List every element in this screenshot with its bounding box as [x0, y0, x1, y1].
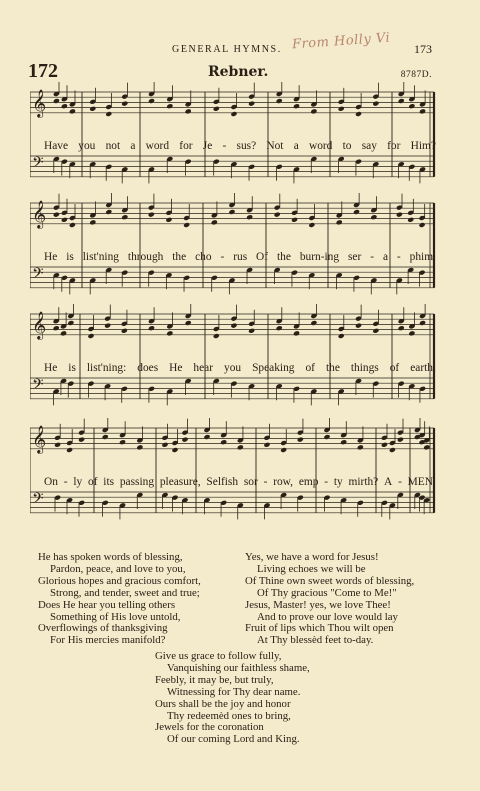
note-head-icon	[53, 212, 60, 218]
note-head-icon	[53, 98, 60, 104]
note-head-icon	[398, 325, 405, 331]
lyric-syllable: pleasure,	[159, 476, 201, 488]
note-head-icon	[340, 439, 347, 445]
lyric-syllable: On	[44, 476, 58, 488]
treble-clef-icon: 𝄞	[32, 311, 47, 339]
lyric-syllable: the	[325, 362, 340, 374]
note-head-icon	[323, 434, 330, 440]
verse-line: Thy redeemèd ones to bring,	[167, 709, 291, 722]
lyric-syllable: word	[308, 140, 333, 152]
lyric-syllable: a	[130, 140, 136, 152]
note-head-icon	[280, 447, 287, 453]
note-head-icon	[119, 439, 126, 445]
note-head-icon	[104, 323, 111, 329]
verse-line: Vanquishing our faithless shame,	[167, 661, 310, 674]
note-head-icon	[89, 106, 96, 112]
lyric-syllable: sus?	[236, 140, 257, 152]
bass-clef-icon: 𝄢	[32, 376, 44, 397]
note-head-icon	[136, 444, 143, 450]
note-head-icon	[355, 111, 362, 117]
lyric-line-4	[44, 476, 436, 488]
lyric-syllable: passing	[119, 476, 155, 488]
note-head-icon	[310, 108, 317, 114]
note-head-icon	[54, 442, 61, 448]
lyric-syllable: emp	[298, 476, 319, 488]
note-head-icon	[61, 103, 68, 109]
lyric-syllable: row,	[273, 476, 294, 488]
note-head-icon	[148, 212, 155, 218]
note-head-icon	[408, 330, 415, 336]
lyric-syllable: -	[398, 476, 402, 488]
note-head-icon	[274, 212, 281, 218]
note-head-icon	[246, 214, 253, 220]
lyric-syllable: you	[224, 362, 242, 374]
note-head-icon	[248, 101, 255, 107]
lyric-syllable: Him?	[410, 140, 436, 152]
lyric-syllable: -	[370, 251, 375, 263]
verse-line: Witnessing for Thy dear name.	[167, 685, 301, 698]
note-head-icon	[357, 444, 364, 450]
running-head: GENERAL HYMNS.	[172, 44, 282, 55]
lyric-syllable: does	[137, 362, 159, 374]
lyric-syllable: say	[361, 140, 377, 152]
note-head-icon	[87, 333, 94, 339]
note-head-icon	[166, 103, 173, 109]
lyric-syllable: He	[169, 362, 183, 374]
note-head-icon	[263, 442, 270, 448]
lyric-syllable: list'ning	[82, 251, 119, 263]
lyric-syllable: mirth?	[348, 476, 379, 488]
note-head-icon	[336, 219, 343, 225]
note-head-icon	[181, 437, 188, 443]
verse-line: Glorious hopes and gracious comfort,	[38, 574, 201, 587]
note-head-icon	[60, 330, 67, 336]
treble-clef-icon: 𝄞	[32, 425, 47, 453]
note-head-icon	[121, 101, 128, 107]
note-head-icon	[370, 214, 377, 220]
note-head-icon	[121, 214, 128, 220]
lyric-syllable: the	[172, 251, 187, 263]
verse-line: Yes, we have a word for Jesus!	[245, 551, 379, 563]
lyric-syllable: He	[44, 251, 58, 263]
lyric-syllable: sor	[243, 476, 258, 488]
note-head-icon	[211, 219, 218, 225]
verse-line: Living echoes we will be	[257, 562, 366, 575]
note-head-icon	[397, 437, 404, 443]
verse-column-left	[38, 552, 238, 647]
lyric-syllable: earth,	[410, 362, 436, 374]
note-head-icon	[398, 98, 405, 104]
lyric-syllable: a	[382, 251, 388, 263]
note-head-icon	[293, 330, 300, 336]
lyric-syllable: MEN.	[407, 476, 436, 488]
lyric-line-1	[44, 140, 436, 152]
note-head-icon	[183, 222, 190, 228]
lyric-syllable: phim.	[409, 251, 436, 263]
note-head-icon	[166, 330, 173, 336]
verse-line: Jewels for the coronation	[155, 721, 264, 734]
note-head-icon	[423, 444, 430, 450]
lyric-syllable: hear	[193, 362, 214, 374]
note-head-icon	[419, 108, 426, 114]
lyric-syllable: of	[305, 362, 315, 374]
note-head-icon	[419, 320, 426, 326]
lyric-syllable: Selfish	[206, 476, 239, 488]
verse-line: Ours shall be the joy and honor	[155, 697, 291, 710]
lyric-syllable: of	[389, 362, 400, 374]
lyric-syllable: Speaking	[252, 362, 295, 374]
note-head-icon	[310, 320, 317, 326]
verse-line: Does He hear you telling others	[38, 598, 176, 611]
verse-line: Of Thy gracious "Come to Me!"	[257, 586, 397, 599]
lyric-syllable: Have	[44, 140, 69, 152]
note-head-icon	[148, 98, 155, 104]
lyric-line-2	[44, 251, 436, 263]
handwritten-note: From Holly Vi	[291, 30, 391, 53]
verse-line: Feebly, it may be, but truly,	[155, 673, 274, 686]
note-head-icon	[396, 212, 403, 218]
lyric-syllable: a	[293, 140, 299, 152]
lyric-syllable: burn-ing	[299, 251, 340, 263]
verse-line: Give us grace to follow fully,	[155, 650, 282, 662]
note-head-icon	[355, 323, 362, 329]
note-head-icon	[230, 323, 237, 329]
note-head-icon	[161, 442, 168, 448]
note-head-icon	[213, 106, 220, 112]
lyric-syllable: ly	[73, 476, 83, 488]
lyric-syllable: its	[103, 476, 115, 488]
lyric-syllable: of	[87, 476, 98, 488]
note-head-icon	[102, 434, 109, 440]
note-head-icon	[185, 320, 192, 326]
verse-final	[155, 651, 310, 746]
note-head-icon	[353, 209, 360, 215]
note-head-icon	[171, 447, 178, 453]
note-head-icon	[338, 106, 345, 112]
lyric-syllable: ser	[348, 251, 362, 263]
note-head-icon	[213, 333, 220, 339]
note-head-icon	[121, 328, 128, 334]
lyric-syllable: Not	[266, 140, 284, 152]
note-head-icon	[237, 444, 244, 450]
verse-line: Fruit of lips which Thou wilt open	[245, 622, 394, 635]
note-head-icon	[66, 447, 73, 453]
verse-line: He has spoken words of blessing,	[38, 551, 183, 563]
verse-line: Pardon, peace, and love to you,	[50, 562, 186, 575]
hymn-number: 172	[28, 60, 58, 82]
lyric-syllable: -	[396, 251, 401, 263]
note-head-icon	[69, 222, 76, 228]
bass-clef-icon: 𝄢	[32, 490, 44, 511]
note-head-icon	[408, 103, 415, 109]
verse-line: And to prove our love would lay	[257, 610, 398, 623]
note-head-icon	[78, 437, 85, 443]
note-head-icon	[148, 325, 155, 331]
lyric-syllable: is	[68, 362, 76, 374]
lyric-syllable: through	[127, 251, 164, 263]
lyric-syllable: -	[263, 476, 268, 488]
note-head-icon	[372, 328, 379, 334]
note-head-icon	[203, 434, 210, 440]
verse-line: Strong, and tender, sweet and true;	[50, 586, 200, 599]
lyric-syllable: to	[342, 140, 352, 152]
tune-name: Rebner.	[208, 64, 269, 80]
lyric-syllable: Of	[256, 251, 269, 263]
page-number: 173	[414, 42, 432, 56]
lyric-syllable: -	[63, 476, 68, 488]
note-head-icon	[308, 222, 315, 228]
music-system-4	[30, 418, 440, 538]
music-system-2	[30, 193, 440, 313]
verse-line: Of Thine own sweet words of blessing,	[245, 574, 415, 587]
lyric-syllable: is	[66, 251, 74, 263]
lyric-syllable: He	[44, 362, 58, 374]
lyric-syllable: -	[324, 476, 329, 488]
note-head-icon	[165, 217, 172, 223]
lyric-syllable: ty	[333, 476, 343, 488]
note-head-icon	[105, 111, 112, 117]
note-head-icon	[230, 111, 237, 117]
note-head-icon	[228, 209, 235, 215]
note-head-icon	[407, 217, 414, 223]
lyric-syllable: you	[78, 140, 96, 152]
verse-line: Of our coming Lord and King.	[167, 733, 300, 746]
verse-line: Jesus, Master! yes, we love Thee!	[245, 598, 391, 611]
note-head-icon	[297, 437, 304, 443]
lyric-syllable: A	[384, 476, 393, 488]
lyric-syllable: Je	[202, 140, 213, 152]
note-head-icon	[67, 320, 74, 326]
note-head-icon	[291, 217, 298, 223]
note-head-icon	[105, 209, 112, 215]
lyric-syllable: not	[105, 140, 121, 152]
note-head-icon	[61, 217, 68, 223]
verse-line: At Thy blessèd feet to-day.	[257, 634, 374, 647]
lyric-syllable: for	[387, 140, 401, 152]
lyric-syllable: the	[277, 251, 291, 263]
note-head-icon	[185, 108, 192, 114]
note-head-icon	[276, 98, 283, 104]
lyric-syllable: rus	[233, 251, 248, 263]
verse-line: Something of His love untold,	[50, 610, 181, 623]
lyric-line-3	[44, 362, 436, 374]
music-system-1	[30, 82, 440, 202]
bass-clef-icon: 𝄢	[32, 265, 44, 286]
lyric-syllable: -	[220, 251, 225, 263]
note-head-icon	[419, 222, 426, 228]
treble-clef-icon: 𝄞	[32, 200, 47, 228]
note-head-icon	[389, 447, 396, 453]
lyric-syllable: for	[179, 140, 193, 152]
verse-line: Overflowings of thanksgiving	[38, 622, 168, 635]
bass-clef-icon: 𝄢	[32, 154, 44, 175]
note-head-icon	[276, 325, 283, 331]
music-system-3	[30, 304, 440, 424]
verse-line: For His mercies manifold?	[50, 634, 166, 647]
note-head-icon	[89, 219, 96, 225]
verse-column-right	[245, 552, 450, 647]
note-head-icon	[53, 325, 60, 331]
note-head-icon	[338, 333, 345, 339]
note-head-icon	[381, 442, 388, 448]
treble-clef-icon: 𝄞	[32, 89, 47, 117]
note-head-icon	[69, 108, 76, 114]
note-head-icon	[248, 328, 255, 334]
lyric-syllable: word	[145, 140, 170, 152]
note-head-icon	[220, 439, 227, 445]
lyric-syllable: cho	[195, 251, 212, 263]
note-head-icon	[372, 101, 379, 107]
note-head-icon	[293, 103, 300, 109]
meter: 8787D.	[400, 70, 432, 80]
lyric-syllable: list'ning:	[86, 362, 127, 374]
lyric-syllable: -	[222, 140, 227, 152]
lyric-syllable: things	[350, 362, 379, 374]
